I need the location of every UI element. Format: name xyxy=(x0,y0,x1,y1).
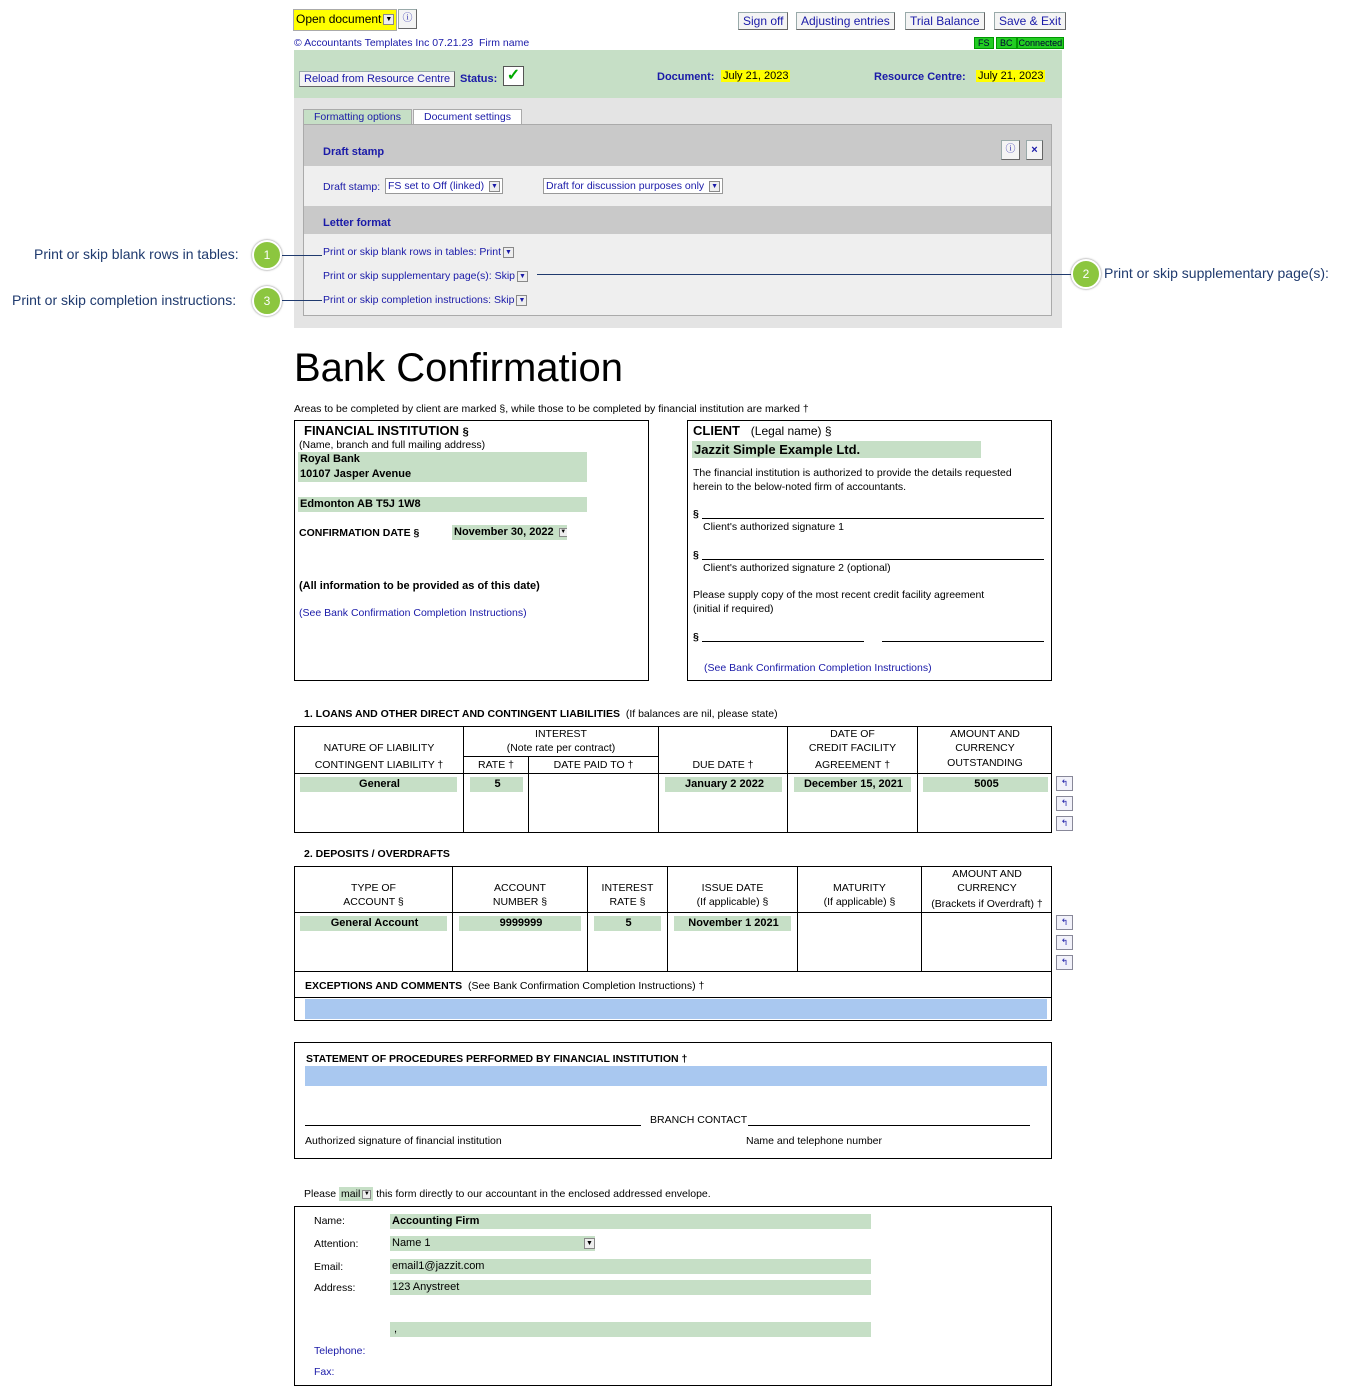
exceptions-title-text: EXCEPTIONS AND COMMENTS xyxy=(305,980,463,992)
dep-h-acct2: NUMBER § xyxy=(492,896,548,908)
branch-contact-label: BRANCH CONTACT xyxy=(650,1114,748,1126)
procedures-title: STATEMENT OF PROCEDURES PERFORMED BY FINANCIAL INSTITUTION † xyxy=(306,1053,688,1065)
table-cell[interactable]: 9999999 xyxy=(459,916,581,931)
sign-off-button[interactable]: Sign off xyxy=(738,12,788,30)
callout-line-3 xyxy=(282,300,322,301)
loans-h-date-paid: DATE PAID TO † xyxy=(553,759,634,771)
fi-title xyxy=(304,423,469,438)
client-name-field[interactable]: Jazzit Simple Example Ltd. xyxy=(692,441,981,458)
initial-mark: § xyxy=(693,631,699,643)
fi-title-text: FINANCIAL INSTITUTION xyxy=(304,423,460,438)
row-options-icon[interactable]: ↰ xyxy=(1056,776,1073,791)
letter-format-header xyxy=(304,206,1051,234)
exceptions-input[interactable] xyxy=(305,999,1047,1019)
loans-h-credit3: AGREEMENT † xyxy=(814,759,891,771)
tab-document-settings[interactable]: Document settings xyxy=(413,109,522,125)
deposits-title: 2. DEPOSITS / OVERDRAFTS xyxy=(304,848,450,860)
draft-stamp-select[interactable] xyxy=(385,178,503,194)
callout-badge-2: 2 xyxy=(1071,259,1101,289)
exceptions-note: (See Bank Confirmation Completion Instructions) † xyxy=(467,980,705,992)
loans-title xyxy=(304,708,778,720)
print-supp-label: Print or skip supplementary page(s): Skip xyxy=(323,270,515,282)
chevron-down-icon[interactable]: ▼ xyxy=(709,181,720,192)
letter-format-title: Letter format xyxy=(323,217,391,229)
sig1-mark: § xyxy=(693,508,699,520)
deposits-row-line xyxy=(294,997,1052,998)
confirmation-date-label: CONFIRMATION DATE § xyxy=(299,527,420,539)
dep-h-amt3: (Brackets if Overdraft) † xyxy=(931,898,1043,910)
print-completion-option[interactable] xyxy=(323,294,527,306)
accountant-box xyxy=(294,1206,1052,1386)
dep-h-amt2: CURRENCY xyxy=(957,882,1017,894)
chevron-down-icon[interactable]: ▼ xyxy=(503,247,514,258)
status-label: Status: xyxy=(460,73,498,85)
row-options-icon[interactable]: ↰ xyxy=(1056,796,1073,811)
draft-text-value: Draft for discussion purposes only xyxy=(546,180,705,192)
draft-stamp-value: FS set to Off (linked) xyxy=(388,180,485,192)
loans-row-line xyxy=(463,756,658,757)
callout-badge-1: 1 xyxy=(252,240,282,270)
row-options-icon[interactable]: ↰ xyxy=(1056,955,1073,970)
loans-h-rate: RATE † xyxy=(478,759,514,771)
loans-title-text: 1. LOANS AND OTHER DIRECT AND CONTINGENT LIABILITIES xyxy=(304,708,620,720)
callout-badge-3: 3 xyxy=(252,286,282,316)
dep-h-type2: ACCOUNT § xyxy=(343,896,404,908)
loans-row-line xyxy=(294,773,1052,774)
callout-text-2: Print or skip supplementary page(s): xyxy=(1104,265,1329,281)
attention-value: Name 1 xyxy=(392,1237,431,1249)
sig1-line xyxy=(702,518,1044,519)
mail-rest: this form directly to our accountant in the enclosed addressed envelope. xyxy=(376,1188,711,1200)
loans-h-amount3: OUTSTANDING xyxy=(947,757,1023,769)
info-icon[interactable]: ⓘ xyxy=(398,9,417,29)
all-info-note: (All information to be provided as of this date) xyxy=(299,580,540,592)
loans-h-interest: INTEREST xyxy=(535,728,587,740)
sig2-mark: § xyxy=(693,549,699,561)
email-field[interactable]: email1@jazzit.com xyxy=(390,1259,871,1274)
print-supp-option[interactable] xyxy=(323,270,528,282)
firm-name: Firm name xyxy=(479,37,530,49)
dep-h-amt1: AMOUNT AND xyxy=(952,868,1022,880)
badge-connected: Connected xyxy=(1018,38,1063,48)
print-blank-rows-option[interactable] xyxy=(323,246,514,258)
fi-title-mark: § xyxy=(462,426,469,438)
table-cell[interactable]: 5 xyxy=(594,916,661,931)
copyright-label: © Accountants Templates Inc 07.21.23 xyxy=(294,37,474,49)
exceptions-title xyxy=(305,980,704,992)
address3-field[interactable]: , xyxy=(390,1322,871,1337)
address1-field[interactable]: 123 Anystreet xyxy=(390,1280,871,1295)
badge-bc: BC xyxy=(996,37,1017,49)
fax-label: Fax: xyxy=(314,1366,335,1378)
procedures-sig-line xyxy=(305,1125,641,1126)
row-options-icon[interactable]: ↰ xyxy=(1056,915,1073,930)
dep-h-issue2: (If applicable) § xyxy=(696,896,769,908)
chevron-down-icon[interactable]: ▼ xyxy=(517,271,528,282)
badge-fs: FS xyxy=(974,37,994,49)
areas-note: Areas to be completed by client are marked §, while those to be completed by financial institution are marked † xyxy=(294,403,809,415)
callout-text-3: Print or skip completion instructions: xyxy=(12,292,237,308)
table-cell[interactable]: November 1 2021 xyxy=(674,916,791,931)
telephone-label: Telephone: xyxy=(314,1345,366,1357)
table-cell[interactable]: January 2 2022 xyxy=(665,777,782,792)
loans-h-credit2: CREDIT FACILITY xyxy=(808,742,897,754)
loans-h-nature2: CONTINGENT LIABILITY † xyxy=(314,759,444,771)
document-date: July 21, 2023 xyxy=(723,70,789,82)
chevron-down-icon[interactable]: ▼ xyxy=(383,14,394,25)
table-cell[interactable]: 5005 xyxy=(923,777,1048,792)
reload-button[interactable]: Reload from Resource Centre xyxy=(299,71,455,87)
dep-h-type1: TYPE OF xyxy=(351,882,396,894)
name-field[interactable]: Accounting Firm xyxy=(390,1214,871,1229)
loans-h-amount1: AMOUNT AND xyxy=(950,728,1020,740)
dep-h-int1: INTEREST xyxy=(601,882,654,894)
loans-h-due: DUE DATE † xyxy=(692,759,754,771)
chevron-down-icon[interactable]: ▼ xyxy=(584,1238,595,1249)
table-cell[interactable]: General Account xyxy=(300,916,447,931)
see-instructions-link-2[interactable]: (See Bank Confirmation Completion Instructions) xyxy=(704,662,932,674)
deposits-row-line xyxy=(294,912,1052,913)
client-legal-note: (Legal name) § xyxy=(750,424,832,438)
tab-formatting-options[interactable]: Formatting options xyxy=(303,109,412,125)
page-title: Bank Confirmation xyxy=(294,346,624,390)
confirmation-date-field[interactable] xyxy=(452,525,567,540)
print-completion-label: Print or skip completion instructions: Skip xyxy=(323,294,515,306)
chevron-down-icon[interactable]: ▼ xyxy=(560,528,567,535)
client-title xyxy=(693,423,832,438)
open-document-button[interactable] xyxy=(293,9,397,31)
dep-h-mat2: (If applicable) § xyxy=(823,896,896,908)
callout-line-1 xyxy=(282,255,322,256)
resource-centre-label: Resource Centre: xyxy=(874,71,966,83)
dep-h-issue1: ISSUE DATE xyxy=(701,882,764,894)
trial-balance-button[interactable]: Trial Balance xyxy=(905,12,985,30)
document-label: Document: xyxy=(657,71,715,83)
mail-method-select[interactable] xyxy=(339,1187,373,1201)
status-check-icon[interactable]: ✓ xyxy=(503,66,524,86)
attention-select[interactable] xyxy=(390,1236,595,1251)
auth-sig-label: Authorized signature of financial institution xyxy=(305,1135,502,1147)
dep-h-int2: RATE § xyxy=(609,896,646,908)
draft-stamp-header xyxy=(304,125,1051,166)
table-cell[interactable]: 5 xyxy=(470,777,523,792)
draft-text-select[interactable] xyxy=(543,178,723,194)
dep-h-acct1: ACCOUNT xyxy=(494,882,546,894)
fi-name-field[interactable]: Royal Bank xyxy=(298,452,587,467)
see-instructions-link[interactable]: (See Bank Confirmation Completion Instructions) xyxy=(299,607,527,619)
confirmation-date-value: November 30, 2022 xyxy=(454,526,554,538)
attention-label: Attention: xyxy=(314,1238,359,1250)
adjusting-entries-button[interactable]: Adjusting entries xyxy=(796,12,895,30)
initial-line-1 xyxy=(702,641,864,642)
mail-method-value: mail xyxy=(341,1188,361,1200)
status-badges xyxy=(974,37,1064,49)
email-label: Email: xyxy=(314,1261,344,1273)
fi-city-field[interactable]: Edmonton AB T5J 1W8 xyxy=(298,497,587,512)
sig2-line xyxy=(702,559,1044,560)
initial-line-2 xyxy=(882,641,1044,642)
fi-address1-field[interactable]: 10107 Jasper Avenue xyxy=(298,467,587,482)
copyright-text xyxy=(294,37,529,49)
row-options-icon[interactable]: ↰ xyxy=(1056,816,1073,831)
table-cell[interactable]: General xyxy=(300,777,457,792)
chevron-down-icon[interactable]: ▼ xyxy=(489,181,500,192)
fi-subtitle: (Name, branch and full mailing address) xyxy=(299,439,486,451)
dep-h-mat1: MATURITY xyxy=(833,882,886,894)
print-blank-rows-label: Print or skip blank rows in tables: Print xyxy=(323,246,501,258)
open-document-label: Open document xyxy=(296,12,382,26)
resource-centre-date: July 21, 2023 xyxy=(978,70,1044,82)
mail-instruction xyxy=(304,1188,711,1200)
client-authorization-text: The financial institution is authorized to provide the details requested herein to the below-noted firm of accountants. xyxy=(693,467,1012,493)
loans-h-interest-note: (Note rate per contract) xyxy=(506,742,616,754)
draft-stamp-label: Draft stamp: xyxy=(323,181,381,193)
address-label: Address: xyxy=(314,1282,356,1294)
info-icon[interactable]: ⓘ xyxy=(1001,140,1020,160)
table-cell[interactable]: December 15, 2021 xyxy=(794,777,911,792)
loans-h-nature1: NATURE OF LIABILITY xyxy=(323,742,435,754)
save-exit-button[interactable]: Save & Exit xyxy=(994,12,1066,30)
initial-text: (initial if required) xyxy=(693,603,774,615)
loans-h-amount2: CURRENCY xyxy=(955,742,1015,754)
close-icon[interactable]: × xyxy=(1026,140,1043,160)
callout-text-1: Print or skip blank rows in tables: xyxy=(34,246,239,262)
chevron-down-icon[interactable]: ▼ xyxy=(516,295,527,306)
procedures-input[interactable] xyxy=(305,1066,1047,1086)
mail-please: Please xyxy=(304,1188,337,1200)
branch-contact-line xyxy=(748,1125,1030,1126)
loans-title-note: (If balances are nil, please state) xyxy=(625,708,778,720)
chevron-down-icon[interactable]: ▼ xyxy=(363,1190,370,1197)
callout-line-2 xyxy=(537,274,1072,275)
sig1-label: Client's authorized signature 1 xyxy=(703,521,844,533)
client-title-text: CLIENT xyxy=(693,423,740,438)
draft-stamp-title: Draft stamp xyxy=(323,146,385,158)
name-label: Name: xyxy=(314,1215,345,1227)
row-options-icon[interactable]: ↰ xyxy=(1056,935,1073,950)
supply-copy-text: Please supply copy of the most recent credit facility agreement xyxy=(693,589,985,601)
loans-h-credit1: DATE OF xyxy=(830,728,875,740)
name-tel-label: Name and telephone number xyxy=(746,1135,883,1147)
sig2-label: Client's authorized signature 2 (optional) xyxy=(703,562,891,574)
loans-col-line xyxy=(658,726,659,833)
deposits-row-line xyxy=(294,971,1052,972)
